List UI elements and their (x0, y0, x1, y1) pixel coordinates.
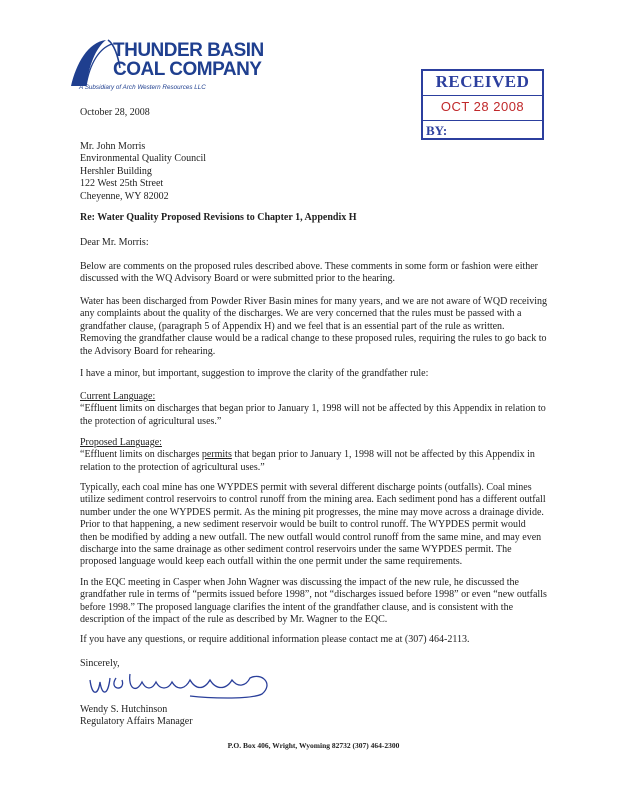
received-stamp (421, 69, 544, 140)
paragraph-line: utilize sediment control reservoirs to control runoff from the mining area. Each sediment pond has a different outfall (80, 494, 546, 506)
paragraph-line: before 1998.” The proposed language clarifies the intent of the grandfather clause, and is consistent with the (80, 601, 514, 613)
current-language-heading: Current Language: (80, 391, 156, 402)
stamp-divider (423, 95, 542, 96)
paragraph-line: Prior to that happening, a new sediment reservoir would be built to control runoff. The WYPDES permit would (80, 519, 526, 531)
paragraph-line: proposed language would keep each outfall within the one permit under the same requirements. (80, 556, 463, 568)
closing: Sincerely, (80, 658, 120, 669)
stamp-divider (423, 120, 542, 121)
paragraph-eqc-meeting (80, 577, 547, 627)
paragraph-line: Below are comments on the proposed rules described above. These comments in some form or fashion were either (80, 261, 539, 272)
handwritten-signature-icon (86, 668, 276, 702)
recipient-org: Environmental Quality Council (80, 153, 207, 165)
recipient-city: Cheyenne, WY 82002 (80, 190, 169, 202)
paragraph-concern (80, 296, 547, 358)
paragraph-line: grandfather rule in terms of “permits issued before 1998”, not “discharges issued before 1998” or even “new outfalls (80, 589, 547, 601)
current-language-line: the protection of agricultural uses.” (80, 415, 222, 427)
proposed-language-line (80, 449, 535, 461)
recipient-name: Mr. John Morris (80, 141, 146, 152)
proposed-language-line: relation to the protection of agricultural uses.” (80, 461, 265, 473)
signer-name: Wendy S. Hutchinson (80, 704, 168, 715)
paragraph-line: then be modified by adding a new outfall. The new outfall would control runoff from the same mine, and may even (80, 531, 542, 543)
recipient-street: 122 West 25th Street (80, 178, 164, 190)
proposed-language-block (80, 437, 535, 474)
proposed-text-post: that began prior to January 1, 1998 will not be affected by this Appendix in (231, 449, 535, 461)
current-language-block (80, 391, 546, 428)
paragraph-line: Typically, each coal mine has one WYPDES permit with several different discharge points (outfalls). Coal mines (80, 482, 532, 493)
paragraph-line: any complaints about the quality of the discharges. We are very concerned that the rules must be passed with a (80, 308, 522, 320)
proposed-language-heading: Proposed Language: (80, 437, 162, 448)
paragraph-suggestion: I have a minor, but important, suggestion to improve the clarity of the grandfather rule: (80, 368, 429, 379)
proposed-text-pre: “Effluent limits on discharges (80, 449, 202, 461)
paragraph-permits (80, 482, 546, 569)
paragraph-line: number under the one WYPDES permit. As the mining pit progresses, the mine may move across a drainage divide. (80, 506, 544, 518)
subsidiary-line: A Subsidiary of Arch Western Resources LLC (79, 84, 206, 91)
paragraph-line: discussed with the WQ Advisory Board or were submitted prior to the hearing. (80, 273, 396, 285)
paragraph-intro (80, 261, 538, 286)
paragraph-line: Water has been discharged from Powder River Basin mines for many years, and we are not aware of WQD receiving (80, 296, 547, 307)
company-name-line1: THUNDER BASIN (113, 40, 264, 61)
stamp-date: OCT 28 2008 (440, 99, 525, 114)
company-name-line2: COAL COMPANY (113, 59, 262, 80)
subject-line: Re: Water Quality Proposed Revisions to Chapter 1, Appendix H (80, 212, 357, 223)
proposed-text-underlined: permits (201, 449, 232, 461)
paragraph-line: discharge into the same drainage as other sediment control reservoirs under the same WYPDES permit. The (80, 544, 512, 556)
stamp-by-label: BY: (426, 123, 448, 138)
paragraph-line: the Advisory Board for rehearing. (80, 345, 216, 357)
letter-date: October 28, 2008 (80, 107, 150, 118)
salutation: Dear Mr. Morris: (80, 237, 149, 248)
paragraph-line: Removing the grandfather clause would be a radical change to these proposed rules, requiring the rules to go back to (80, 333, 547, 345)
paragraph-line: description of the impact of the rule as described by Mr. Wagner to the EQC. (80, 614, 388, 626)
signer-block (80, 704, 193, 729)
paragraph-line: grandfather clause, (paragraph 5 of Appendix H) and we feel that is an essential part of the rule as written. (80, 320, 505, 332)
current-language-line: “Effluent limits on discharges that began prior to January 1, 1998 will not be affected by this Appendix in relation to (80, 403, 546, 415)
recipient-building: Hershler Building (80, 165, 152, 177)
footer-address: P.O. Box 406, Wright, Wyoming 82732 (307) 464-2300 (227, 741, 400, 750)
paragraph-line: In the EQC meeting in Casper when John Wagner was discussing the impact of the new rule, he discussed the (80, 577, 519, 588)
recipient-address (80, 141, 206, 203)
stamp-title: RECEIVED (435, 72, 530, 91)
paragraph-contact: If you have any questions, or require additional information please contact me at (307) 464-2113. (80, 634, 470, 645)
signer-title: Regulatory Affairs Manager (80, 716, 193, 728)
